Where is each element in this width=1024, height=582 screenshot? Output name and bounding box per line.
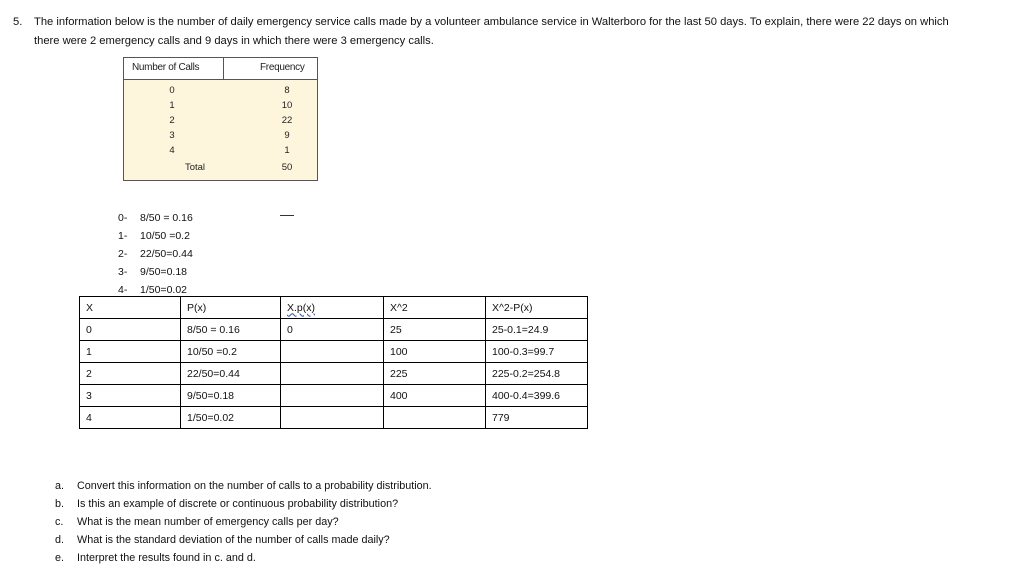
total-label: Total [184,162,206,173]
table-cell: 25 [384,319,486,341]
list-item-text: 22/50=0.44 [140,248,193,260]
table-row [80,341,588,363]
calls-cell: 0 [169,85,175,96]
calls-cell: 1 [169,100,175,111]
question-d [55,534,390,546]
table-cell: 1/50=0.02 [181,407,281,429]
list-item-text: 8/50 = 0.16 [140,212,193,224]
question-label: c. [55,516,64,528]
list-item-label: 1- [118,230,128,242]
table-cell: 225-0.2=254.8 [486,363,588,385]
calls-cell: 2 [169,115,175,126]
question-label: d. [55,534,65,546]
table-cell: 0 [80,319,181,341]
frequency-cell: 1 [284,145,290,156]
table-cell: 1 [80,341,181,363]
table-cell: 3 [80,385,181,407]
frequency-cell: 8 [284,85,290,96]
table-row [80,385,588,407]
list-item-text: 1/50=0.02 [140,284,188,296]
table-cell: 400-0.4=399.6 [486,385,588,407]
header-divider [223,58,224,79]
table-cell: 2 [80,363,181,385]
question-e [55,552,256,564]
header-x2-px: X^2-P(x) [486,297,588,319]
question-text: Convert this information on the number of calls to a probability distribution. [77,480,432,492]
problem-number: 5. [13,16,23,28]
question-b [55,498,398,510]
list-item [118,263,193,281]
total-value: 50 [281,162,293,173]
calls-header: Number of Calls [132,62,200,73]
calls-cell: 3 [169,130,175,141]
question-c [55,516,339,528]
table-row [80,363,588,385]
header-xpx [281,297,384,319]
question-label: a. [55,480,65,492]
table-cell: 4 [80,407,181,429]
table-row [80,319,588,341]
question-a [55,480,432,492]
table-cell: 9/50=0.18 [181,385,281,407]
list-item-text: 10/50 =0.2 [140,230,190,242]
table-cell [384,407,486,429]
table-cell: 225 [384,363,486,385]
list-item [118,227,193,245]
frequency-cell: 22 [281,115,293,126]
frequency-cell: 9 [284,130,290,141]
table-row [80,407,588,429]
problem-text-line-1: The information below is the number of daily emergency service calls made by a volunteer ambulance service in Walterboro for the last 50 days. To explain, there were 22 days on which [34,16,949,28]
problem-text-line-2: there were 2 emergency calls and 9 days in which there were 3 emergency calls. [34,35,434,47]
header-xpx-text: X.p(x) [287,301,316,314]
question-text: Interpret the results found in c. and d. [77,552,256,564]
table-cell: 100-0.3=99.7 [486,341,588,363]
list-item [118,245,193,263]
table-header-row [80,297,588,319]
list-item-label: 2- [118,248,128,260]
table-cell: 25-0.1=24.9 [486,319,588,341]
table-cell: 100 [384,341,486,363]
question-label: e. [55,552,65,564]
list-item-label: 3- [118,266,128,278]
frequency-table [123,57,318,181]
probability-table [79,296,588,429]
table-cell: 779 [486,407,588,429]
list-item [118,209,193,227]
total-rule [280,215,294,216]
header-px: P(x) [181,297,281,319]
question-text: What is the standard deviation of the number of calls made daily? [77,534,390,546]
question-label: b. [55,498,65,510]
table-cell: 400 [384,385,486,407]
table-cell [281,341,384,363]
frequency-header: Frequency [260,62,305,73]
list-item-label: 0- [118,212,128,224]
table-cell: 8/50 = 0.16 [181,319,281,341]
probability-list [118,209,193,299]
table-cell: 22/50=0.44 [181,363,281,385]
table-cell: 0 [281,319,384,341]
header-x2: X^2 [384,297,486,319]
question-text: Is this an example of discrete or continuous probability distribution? [77,498,399,510]
frequency-table-header [124,58,317,80]
table-cell [281,407,384,429]
list-item-label: 4- [118,284,128,296]
header-x: X [80,297,181,319]
question-text: What is the mean number of emergency calls per day? [77,516,339,528]
list-item-text: 9/50=0.18 [140,266,188,278]
table-cell: 10/50 =0.2 [181,341,281,363]
calls-cell: 4 [169,145,175,156]
table-cell [281,363,384,385]
frequency-cell: 10 [281,100,293,111]
table-cell [281,385,384,407]
